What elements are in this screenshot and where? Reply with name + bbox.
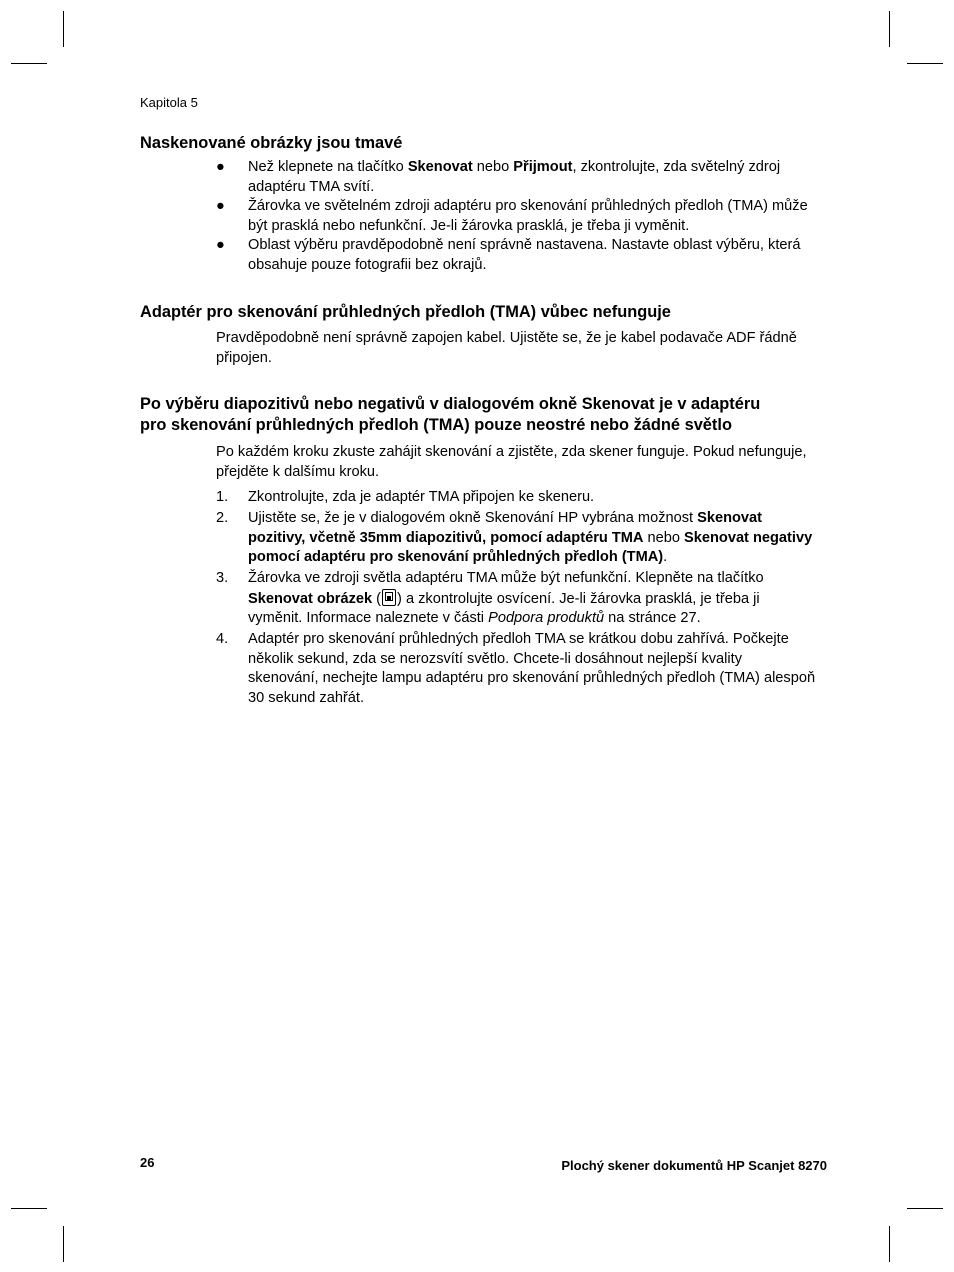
step-item — [216, 488, 816, 508]
italic-link-text: Podpora produktů — [488, 610, 605, 626]
crop-mark-bottom-right-horizontal — [907, 1208, 943, 1209]
bold-text: Skenovat pozitivy, včetně 35mm diapozitivů, pomocí adaptéru TMA — [248, 510, 763, 546]
chapter-label: Kapitola 5 — [140, 95, 198, 110]
crop-mark-bottom-right-vertical — [889, 1226, 890, 1262]
bold-text: Skenovat — [407, 159, 473, 175]
step-number: 3. — [216, 570, 229, 586]
paragraph-intro-steps: Po každém kroku zkuste zahájit skenování a zjistěte, zda skener funguje. Pokud nefunguje, přejděte k dalšímu kroku. — [216, 444, 807, 480]
crop-mark-bottom-left-vertical — [63, 1226, 64, 1262]
text-run: nebo — [643, 529, 685, 546]
numbered-steps-list — [216, 488, 816, 710]
bold-text: Přijmout — [513, 159, 573, 175]
text-run: Žárovka ve světelném zdroji adaptéru pro skenování průhledných předloh (TMA) může být prasklá nebo nefunkční. Je-li žárovka prasklá, je třeba ji vyměnit. — [248, 198, 808, 234]
step-item — [216, 509, 816, 568]
step-number: 4. — [216, 631, 229, 647]
section-heading-tma-not-working: Adaptér pro skenování průhledných předloh (TMA) vůbec nefunguje — [140, 303, 671, 321]
paragraph-tma-cable: Pravděpodobně není správně zapojen kabel. Ujistěte se, že je kabel podavače ADF řádně připojen. — [216, 330, 797, 366]
text-run: , zkontrolujte, zda světelný zdroj adaptéru TMA svítí. — [248, 159, 781, 195]
crop-mark-top-left-vertical — [63, 11, 64, 47]
heading-line-1: Po výběru diapozitivů nebo negativů v dialogovém okně Skenovat je v adaptéru — [140, 395, 761, 413]
page-number: 26 — [140, 1155, 155, 1170]
step-number: 1. — [216, 489, 229, 505]
section-heading-tma-dim-light — [140, 394, 760, 436]
text-run: . — [663, 549, 668, 565]
bullet-marker: ● — [216, 198, 225, 214]
bullet-item — [216, 236, 816, 275]
text-run: Zkontrolujte, zda je adaptér TMA připojen ke skeneru. — [248, 489, 595, 505]
footer-product-title: Plochý skener dokumentů HP Scanjet 8270 — [561, 1158, 827, 1173]
crop-mark-bottom-left-horizontal — [11, 1208, 47, 1209]
text-run: nebo — [472, 159, 514, 175]
bullet-marker: ● — [216, 159, 225, 175]
heading-line-2: pro skenování průhledných předloh (TMA) pouze neostré nebo žádné světlo — [140, 416, 732, 434]
step-number: 2. — [216, 510, 229, 526]
text-run: na stránce 27. — [604, 610, 701, 626]
bullet-marker: ● — [216, 237, 225, 253]
crop-mark-top-right-vertical — [889, 11, 890, 47]
text-run: ) a zkontrolujte osvícení. Je-li žárovka prasklá, je třeba ji vyměnit. Informace naleznete v části — [248, 590, 760, 626]
section-heading-dark-images: Naskenované obrázky jsou tmavé — [140, 134, 403, 152]
step-item — [216, 569, 816, 629]
text-run: ( — [372, 590, 382, 607]
bullet-item — [216, 197, 816, 236]
scan-picture-icon — [382, 589, 396, 606]
text-run: Oblast výběru pravděpodobně není správně nastavena. Nastavte oblast výběru, která obsahuje pouze fotografii bez okrajů. — [248, 237, 801, 273]
bullet-list-dark-images — [216, 158, 816, 275]
bullet-item — [216, 158, 816, 197]
step-item — [216, 630, 816, 708]
bold-text: Skenovat obrázek — [248, 590, 373, 607]
text-run: Žárovka ve zdroji světla adaptéru TMA může být nefunkční. Klepněte na tlačítko — [248, 570, 764, 586]
crop-mark-top-left-horizontal — [11, 63, 47, 64]
crop-mark-top-right-horizontal — [907, 63, 943, 64]
bold-text: Skenovat negativy pomocí adaptéru pro skenování průhledných předloh (TMA) — [248, 529, 813, 565]
text-run: Adaptér pro skenování průhledných předloh TMA se krátkou dobu zahřívá. Počkejte několik sekund, zda se nerozsvítí světlo. Chcete-li dosáhnout nejlepší kvality skenování, nechejte lampu adaptéru pro skenování průhledných předloh (TMA) alespoň 30 sekund zahřát. — [248, 631, 816, 706]
text-run: Než klepnete na tlačítko — [248, 159, 408, 175]
text-run: Ujistěte se, že je v dialogovém okně Skenování HP vybrána možnost — [248, 510, 698, 526]
